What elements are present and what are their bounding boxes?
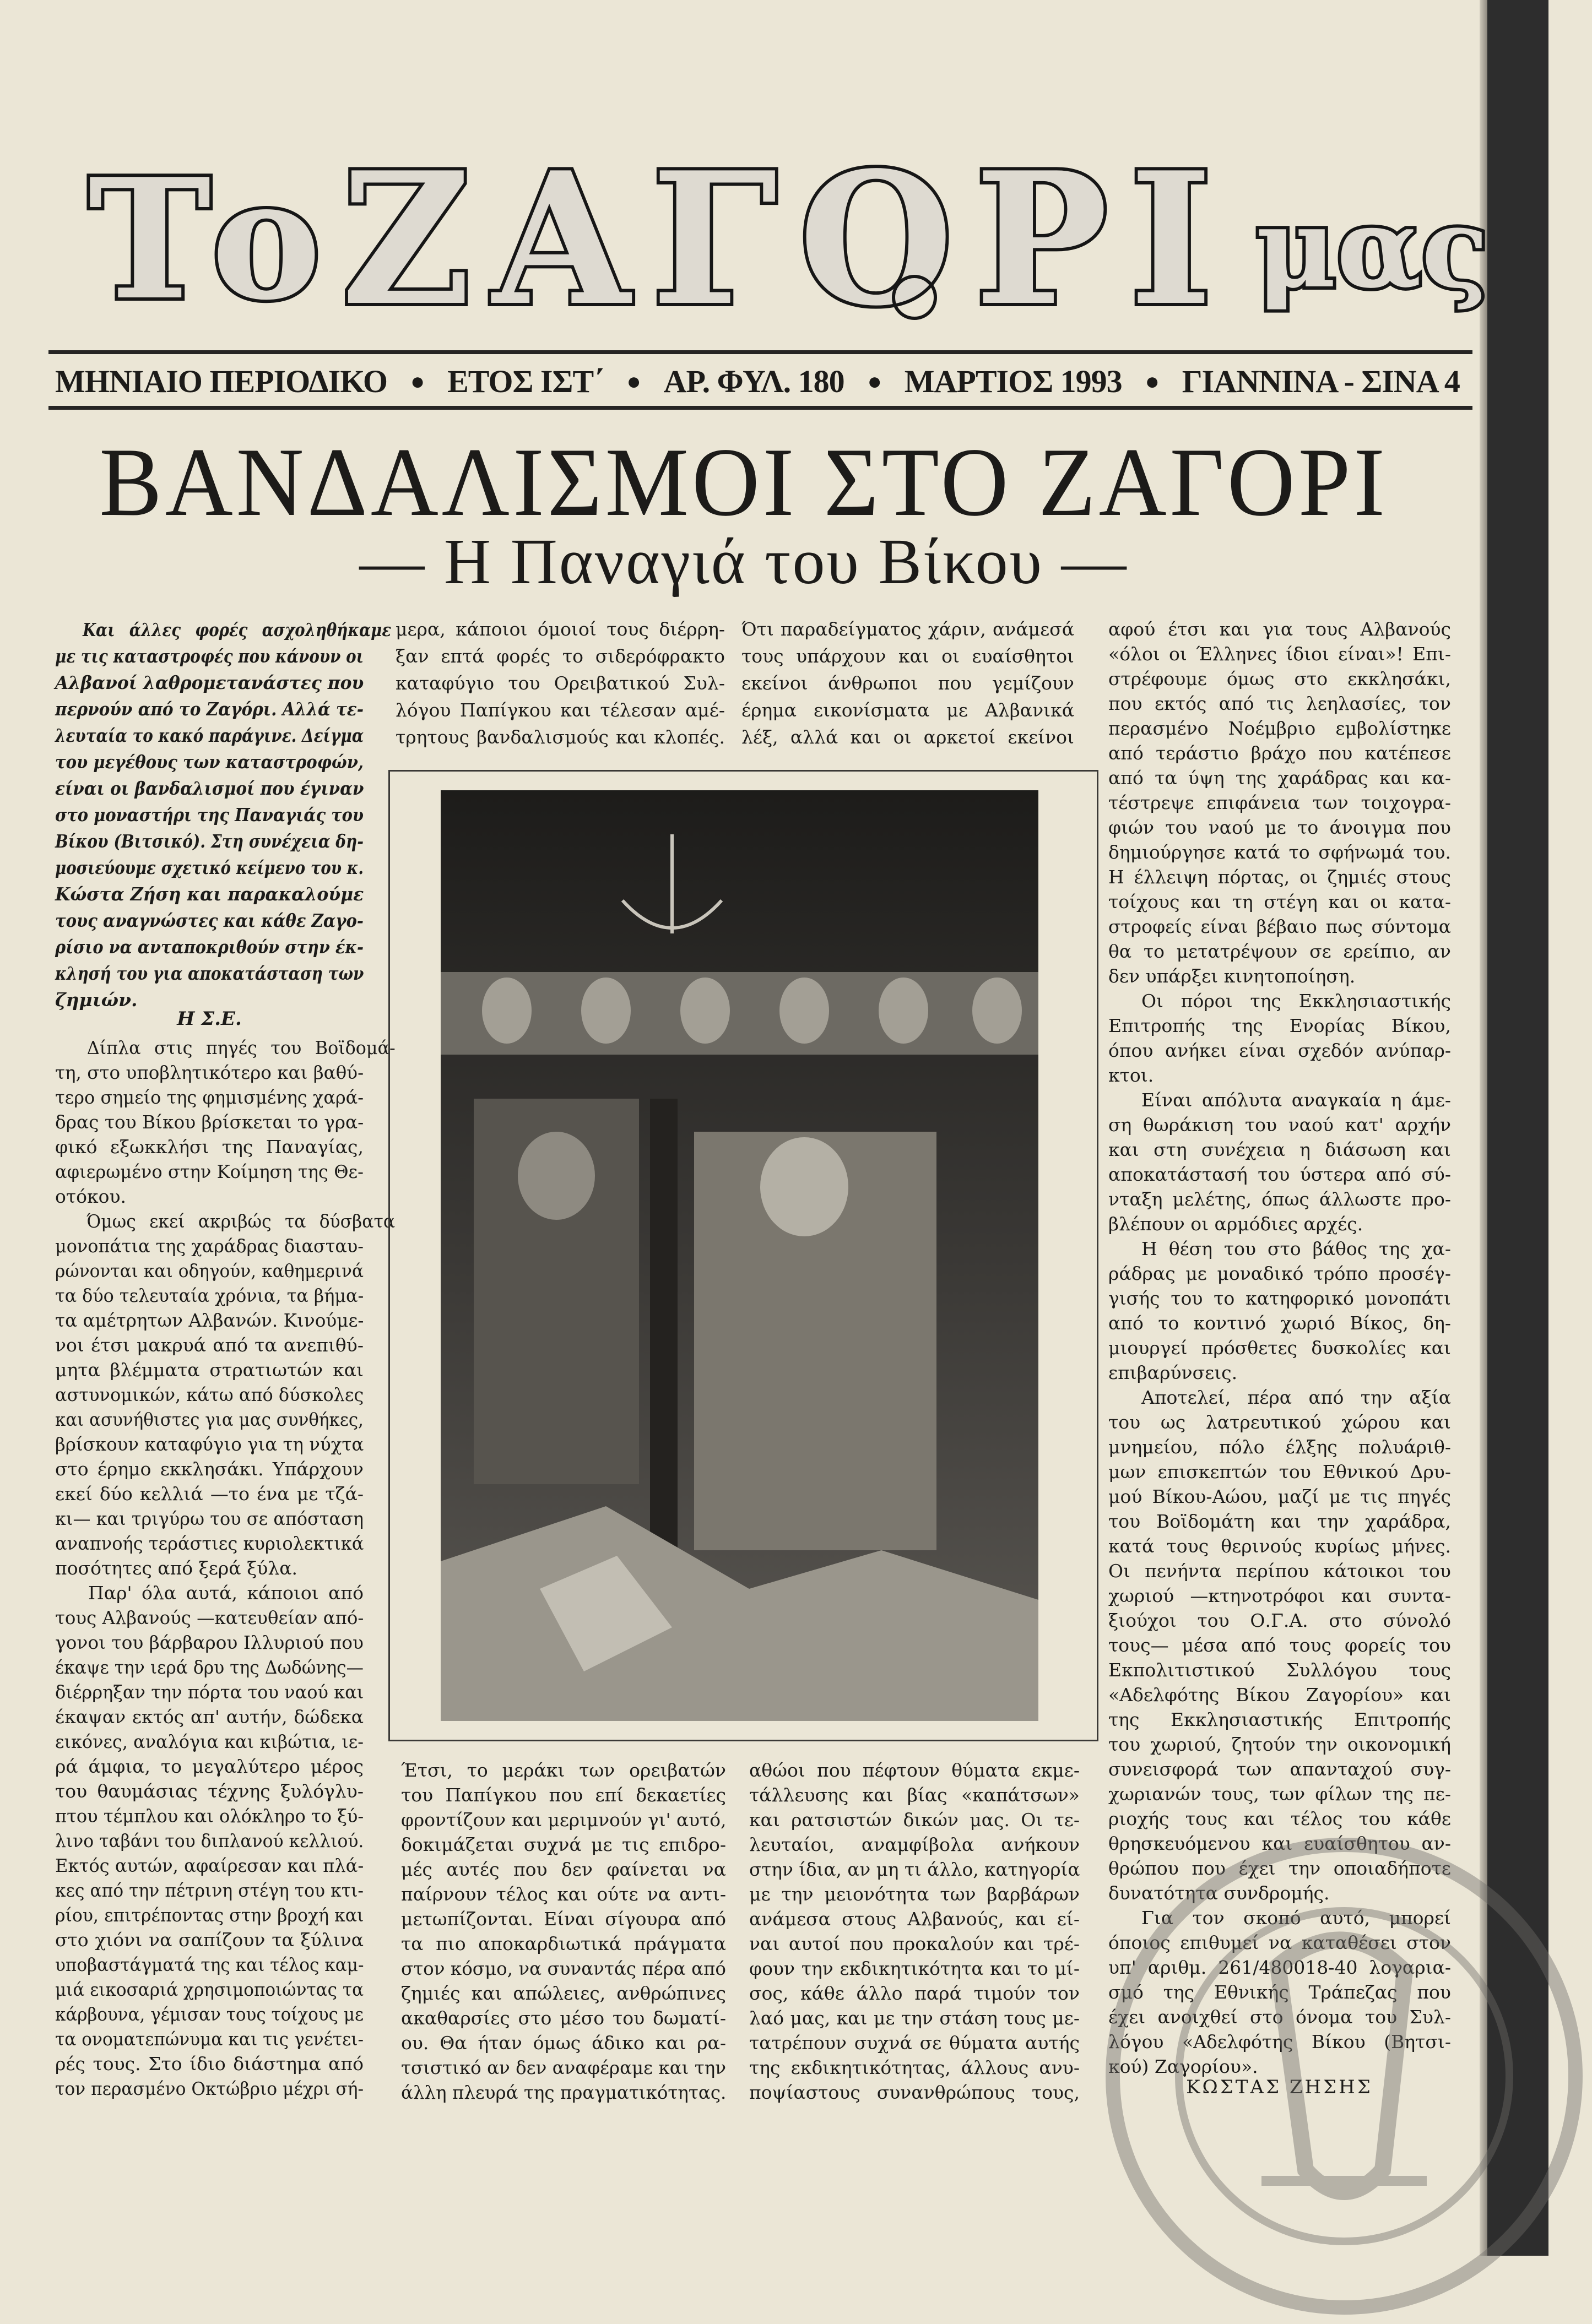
text-line: αστυνομικών, κάτω από δύσκολες: [55, 1384, 364, 1405]
text-line: Οι πενήντα περίπου κάτοικοι του: [1108, 1560, 1451, 1582]
text-line: ρώνονται και οδηγούν, καθημερινά: [55, 1260, 364, 1282]
text-line: και ρατσιστών δικών μας. Οι τε-: [749, 1809, 1080, 1831]
text-line: ποσότητες από ξερά ξύλα.: [55, 1557, 298, 1579]
text-line: λευταία το κακό παράγινε. Δείγμα: [55, 725, 364, 746]
text-line: χωριού —κτηνοτρόφοι και συντα-: [1108, 1585, 1451, 1606]
text-line: «όλοι οι Έλληνες ίδιοι είναι»! Επι-: [1108, 643, 1451, 665]
text-line: ου. Θα ήταν όμως άδικο και ρα-: [401, 2032, 726, 2054]
text-line: αφιερωμένο στην Κοίμηση της Θε-: [55, 1161, 364, 1182]
text-line: διέρρηξαν την πόρτα του ναού και: [55, 1681, 364, 1703]
text-line: Εκπολιτιστικού Συλλόγου τους: [1108, 1659, 1451, 1681]
text-line: δυνατότητα συνδρομής.: [1108, 1882, 1330, 1904]
text-line: θρησκευόμενου και ευαίσθητου αν-: [1108, 1833, 1451, 1854]
text-line: εκείνοι άνθρωποι που γεμίζουν: [741, 672, 1074, 694]
text-line: Παρ' όλα αυτά, κάποιοι από: [88, 1582, 364, 1604]
text-line: στο χιόνι να σαπίζουν τα ξύλινα: [55, 1929, 364, 1951]
text-line: και ασυνήθιστες για μας συνθήκες,: [55, 1409, 364, 1430]
text-line: δημιούργησε κατά το σφήνωμά του.: [1108, 841, 1451, 863]
text-line: Εκτός αυτών, αφαίρεσαν και πλά-: [55, 1855, 364, 1876]
text-line: ρά άμφια, το μεγαλύτερο μέρος: [55, 1756, 364, 1777]
text-line: λαό μας, και με την στάση τους με-: [749, 2007, 1080, 2029]
text-line: φουν την εκδικητικότητα και το μί-: [749, 1958, 1080, 1979]
info-place: ΓΙΑΝΝΙΝΑ - ΣΙΝΑ 4: [1182, 363, 1460, 399]
info-date: ΜΑΡΤΙΟΣ 1993: [904, 363, 1122, 399]
text-line: αθώοι που πέφτουν θύματα εκμε-: [749, 1760, 1080, 1781]
column-1: [55, 1035, 396, 2101]
text-line: από τεράστιο βράχο που κατέπεσε: [1108, 742, 1451, 764]
text-line: μού Βίκου-Αώου, μαζί με τις πηγές: [1108, 1486, 1451, 1507]
text-line: μές αυτές που δεν φαίνεται να: [401, 1859, 726, 1880]
text-line: γισής του το κατηφορικό μονοπάτι: [1108, 1288, 1451, 1309]
text-line: τα πιο αποκαρδιωτικά πράγματα: [401, 1933, 726, 1954]
column-3-bottom: [749, 1758, 1080, 2105]
author-signature: ΚΩΣΤΑΣ ΖΗΣΗΣ: [1186, 2076, 1373, 2098]
text-line: περνούν από το Ζαγόρι. Αλλά τε-: [55, 698, 364, 720]
info-issue-number: ΑΡ. ΦΥΛ. 180: [663, 363, 844, 399]
text-line: τατρέπουν συχνά σε θύματα αυτής: [749, 2032, 1080, 2054]
text-line: τους υπάρχουν και οι ευαίσθητοι: [741, 645, 1074, 667]
text-line: του μεγέθους των καταστροφών,: [55, 751, 364, 773]
binding-edge: [1480, 0, 1487, 2256]
text-line: με την μειονότητα των βαρβάρων: [749, 1883, 1080, 1905]
text-line: από το κοντινό χωριό Βίκος, δη-: [1108, 1312, 1451, 1334]
text-line: αναπνοής τεράστιες κυριολεκτικά: [55, 1533, 364, 1554]
info-year: ΕΤΟΣ ΙΣΤ΄: [447, 363, 604, 399]
text-line: καταφύγιο του Ορειβατικού Συλ-: [396, 672, 725, 694]
text-line: του Παπίγκου που επί δεκαετίες: [401, 1784, 726, 1806]
text-line: Αποτελεί, πέρα από την αξία: [1141, 1387, 1451, 1408]
intro-signature: Η Σ.Ε.: [177, 1008, 242, 1030]
text-line: στον κόσμο, να συναντάς πέρα από: [401, 1958, 726, 1979]
bullet-icon: ●: [867, 368, 881, 395]
text-line: στο έρημο εκκλησάκι. Υπάρχουν: [55, 1458, 364, 1480]
column-3-top: [741, 616, 1074, 751]
text-line: από τα ύψη της χαράδρας και κα-: [1108, 767, 1451, 789]
text-line: αφού έτσι και για τους Αλβανούς: [1108, 618, 1451, 640]
text-line: έκαψαν εκτός απ' αυτήν, δώδεκα: [55, 1706, 364, 1728]
text-line: μερα, κάποιοι όμοιοί τους διέρρη-: [396, 618, 725, 640]
text-line: ζημιών.: [55, 989, 138, 1011]
text-line: ζημιές και απώλειες, ανθρώπινες: [401, 1983, 726, 2004]
text-line: συνεισφορά των απανταχού συγ-: [1108, 1758, 1451, 1780]
intro-box: [55, 617, 392, 1013]
text-line: Επιτροπής της Ενορίας Βίκου,: [1108, 1015, 1451, 1036]
text-line: ανάμεσα στους Αλβανούς, και εί-: [749, 1908, 1080, 1930]
text-line: νοι έτσι μακρυά από τα ανεπιθύ-: [55, 1334, 364, 1356]
text-line: είναι οι βανδαλισμοί που έγιναν: [55, 778, 364, 799]
text-line: τάλλευσης και βίας «καπάτσων»: [749, 1784, 1080, 1806]
text-line: άλλη πλευρά της πραγματικότητας.: [401, 2082, 727, 2103]
text-line: ση θωράκιση του ναού κατ' αρχήν: [1108, 1114, 1451, 1136]
text-line: λινο ταβάνι του διπλανού κελλιού.: [55, 1830, 364, 1851]
text-line: τέστρεψε επιφάνεια των τοιχογρα-: [1108, 792, 1451, 813]
text-line: Βίκου (Βιτσικό). Στη συνέχεια δη-: [55, 830, 364, 852]
text-line: που εκτός από τις λεηλασίες, τον: [1108, 693, 1451, 714]
text-line: μνημείου, πόλο έλξης πολυάριθ-: [1108, 1436, 1451, 1458]
text-line: δοκιμάζεται συχνά με τις επιδρο-: [401, 1834, 726, 1855]
text-line: στην ίδια, αν μη τι άλλο, κατηγορία: [749, 1859, 1080, 1880]
text-line: της Εκκλησιαστικής Επιτροπής: [1108, 1709, 1451, 1730]
bullet-icon: ●: [626, 368, 641, 395]
text-line: «Αδελφότης Βίκου Ζαγορίου» και: [1108, 1684, 1451, 1706]
text-line: μιουργεί πρόσθετες δυσκολίες και: [1108, 1337, 1451, 1359]
text-line: Ότι παραδείγματος χάριν, ανάμεσά: [741, 618, 1074, 640]
text-line: Κώστα Ζήση και παρακαλούμε: [55, 883, 364, 905]
text-line: στρέφουμε όμως στο εκκλησάκι,: [1108, 668, 1451, 689]
masthead-article: Το: [88, 142, 322, 336]
text-line: με τις καταστροφές που κάνουν οι: [55, 645, 364, 667]
text-line: Είναι απόλυτα αναγκαία η άμε-: [1141, 1089, 1451, 1111]
text-line: τοίχους και τη στέγη και οι κατα-: [1108, 891, 1451, 913]
binder-strip: [1487, 0, 1548, 2256]
masthead-possessive: μας: [1256, 183, 1489, 313]
text-line: του ως λατρευτικού χώρου και: [1108, 1411, 1451, 1433]
text-line: Και άλλες φορές ασχοληθήκαμε: [83, 619, 392, 640]
text-line: στο μοναστήρι της Παναγιάς του: [55, 804, 364, 826]
text-line: Όμως εκεί ακριβώς τα δύσβατα: [86, 1210, 396, 1232]
text-line: ναι αυτοί που προκαλούν και τρέ-: [749, 1933, 1080, 1954]
text-line: Έτσι, το μεράκι των ορειβατών: [401, 1760, 726, 1781]
text-line: γονοι του βάρβαρου Ιλλυριού που: [55, 1632, 364, 1653]
text-line: παίρνουν τέλος και ούτε να αντι-: [401, 1883, 726, 1905]
text-line: μιά εικοσαριά χρησιμοποιώντας τα: [55, 1979, 364, 2000]
text-line: κες από την πέτρινη στέγη του κτι-: [55, 1880, 364, 1901]
text-line: βλέπουν οι αρμόδιες αρχές.: [1108, 1213, 1363, 1235]
text-line: του Βοϊδομάτη και την χαράδρα,: [1108, 1511, 1451, 1532]
column-2-bottom: [401, 1758, 726, 2105]
paragraph: [741, 616, 1074, 751]
column-2-top: [396, 616, 725, 751]
text-line: ριοχής τους και τέλος του κάθε: [1108, 1808, 1451, 1829]
text-line: τσιστικό αν δεν αναφέραμε και την: [401, 2057, 726, 2078]
paragraph: [1108, 617, 1451, 989]
text-line: ακαθαρσίες στο μέσο του δωματί-: [401, 2007, 726, 2029]
text-line: αποκατάστασή του ύστερα από σύ-: [1108, 1164, 1451, 1185]
text-line: ξαν επτά φορές το σιδερόφρακτο: [396, 645, 725, 667]
text-line: σμό της Εθνικής Τράπεζας που: [1108, 1981, 1451, 2003]
text-line: λευταίοι, αναμφίβολα ανήκουν: [749, 1834, 1080, 1855]
text-line: Για τον σκοπό αυτό, μπορεί: [1141, 1907, 1451, 1929]
header-rule-bottom: [48, 406, 1472, 410]
text-line: τους αναγνώστες και κάθε Ζαγο-: [55, 910, 364, 931]
text-line: τον περασμένο Οκτώβριο μέχρι σή-: [55, 2078, 364, 2099]
text-line: Δίπλα στις πηγές του Βοϊδομά-: [86, 1037, 396, 1058]
text-line: τους Αλβανούς —κατευθείαν από-: [55, 1607, 364, 1628]
paragraph: [55, 617, 392, 1013]
text-line: του χωριού, ζητούν την οικονομική: [1108, 1734, 1451, 1755]
text-line: τερο σημείο της φημισμένης χαρά-: [55, 1087, 364, 1108]
bullet-icon: ●: [410, 368, 425, 395]
text-line: ρίσιο να ανταποκριθούν στην έκ-: [55, 936, 364, 958]
paragraph: [1108, 1905, 1451, 2079]
text-line: βρίσκουν καταφύγιο για τη νύχτα: [55, 1434, 364, 1455]
text-line: φροντίζουν και μεριμνούν γι' αυτό,: [401, 1809, 727, 1831]
text-line: τους— μέσα από τους φορείς του: [1108, 1635, 1451, 1656]
text-line: ράδρας με μοναδικό τρόπο προσέγ-: [1108, 1263, 1451, 1284]
text-line: ρές τους. Στο ίδιο διάστημα από: [55, 2053, 364, 2075]
text-line: του θαυμάσιας τέχνης ξυλόγλυ-: [55, 1780, 364, 1802]
paragraph: [749, 1758, 1080, 2105]
issue-info-line: [55, 358, 1460, 405]
text-line: Η θέση του στο βάθος της χα-: [1141, 1238, 1451, 1259]
paragraph: [55, 1209, 396, 1581]
text-line: εικόνες, αναλόγια και κιβώτια, ιε-: [55, 1731, 364, 1752]
text-line: δεν υπάρξει κινητοποίηση.: [1108, 965, 1356, 987]
text-line: μητα βλέμματα στρατιωτών και: [55, 1359, 364, 1381]
text-line: της εκδικητικότητας, άλλους ανυ-: [749, 2057, 1080, 2078]
bullet-icon: ●: [1145, 368, 1159, 395]
text-line: Η έλλειψη πόρτας, οι ζημιές στους: [1108, 866, 1451, 888]
header-rule-top: [48, 350, 1472, 354]
text-line: μετωπίζονται. Είναι σίγουρα από: [401, 1908, 726, 1930]
church-interior-photo: [441, 790, 1038, 1721]
text-line: και στη συνέχεια η διάσωση και: [1108, 1139, 1451, 1160]
paragraph: [1108, 1236, 1451, 1385]
text-line: κλησή του για αποκατάσταση των: [55, 963, 364, 984]
text-line: οτόκου.: [55, 1186, 127, 1207]
text-line: κτοι.: [1108, 1065, 1154, 1086]
text-line: εκεί δύο κελλιά —το ένα με τζά-: [55, 1483, 364, 1505]
text-line: νταξη μελέτης, όπως άλλωστε προ-: [1108, 1188, 1451, 1210]
text-line: λέξ, αλλά και οι αρκετοί εκείνοι: [741, 726, 1074, 748]
text-line: υπ' αριθμ. 261/480018-40 λογαρια-: [1108, 1957, 1451, 1978]
text-line: ξιούχοι του Ο.Γ.Α. στο σύνολό: [1108, 1610, 1451, 1631]
icon-halo: [760, 1137, 848, 1236]
text-line: κού) Ζαγορίου».: [1108, 2056, 1258, 2077]
paragraph: [1108, 1088, 1451, 1236]
paragraph: [1108, 1385, 1451, 1905]
text-line: Οι πόροι της Εκκλησιαστικής: [1141, 990, 1451, 1012]
text-line: φιών του ναού με το άνοιγμα που: [1108, 817, 1451, 838]
text-line: έκαψε την ιερά δρυ της Δωδώνης—: [55, 1657, 364, 1678]
paragraph: [401, 1758, 726, 2105]
paragraph: [396, 616, 725, 751]
text-line: λόγου «Αδελφότης Βίκου (Βητσι-: [1108, 2031, 1451, 2052]
column-4: [1108, 617, 1451, 2079]
text-line: επιβαρύνσεις.: [1108, 1362, 1238, 1383]
text-line: σος, κάθε άλλο παρά τιμούν τον: [749, 1983, 1080, 2004]
text-line: μων επισκεπτών του Εθνικού Δρυ-: [1108, 1461, 1451, 1483]
paragraph: [1108, 989, 1451, 1088]
text-line: ποψίαστους συνανθρώπους τους,: [749, 2082, 1080, 2103]
text-line: τρητους βανδαλισμούς και κλοπές.: [396, 726, 725, 748]
text-line: λόγου Παπίγκου και τέλεσαν αμέ-: [396, 699, 725, 721]
text-line: τα δύο τελευταία χρόνια, τα βήμα-: [55, 1285, 364, 1306]
article-subtitle: — Η Παναγιά του Βίκου —: [359, 525, 1128, 598]
text-line: τη, στο υποβλητικότερο και βαθύ-: [55, 1062, 364, 1083]
text-line: όποιος επιθυμεί να καταθέσει στον: [1108, 1932, 1451, 1953]
info-periodical: ΜΗΝΙΑΙΟ ΠΕΡΙΟΔΙΚΟ: [55, 363, 387, 399]
paragraph: [55, 1035, 396, 1209]
text-line: κατά τους θερινούς κυρίως μήνες.: [1108, 1535, 1451, 1557]
text-line: έρημα εικονίσματα με Αλβανικά: [741, 699, 1074, 721]
text-line: περασμένο Νοέμβριο εμβολίστηκε: [1108, 718, 1451, 739]
text-line: όπου ανήκει είναι σχεδόν ανύπαρ-: [1108, 1040, 1451, 1061]
fresco-halo: [518, 1132, 595, 1220]
text-line: έχει ανοιχθεί στο όνομα του Συλ-: [1108, 2006, 1451, 2028]
text-line: δρας του Βίκου βρίσκεται το γρα-: [55, 1111, 364, 1133]
text-line: πτου τέμπλου και ολόκληρο το ξύ-: [55, 1805, 364, 1827]
text-line: τα ονοματεπώνυμα και τις γενέτει-: [55, 2028, 364, 2050]
text-line: ρίου, επιτρέποντας στην βροχή και: [55, 1904, 364, 1926]
text-line: φικό εξωκκλήσι της Παναγίας,: [55, 1136, 364, 1158]
text-line: μοσιεύουμε σχετικό κείμενο του κ.: [55, 857, 364, 878]
text-line: τα αμέτρητων Αλβανών. Κινούμε-: [55, 1310, 364, 1331]
text-line: χωριανών τους, των φίλων της πε-: [1108, 1783, 1451, 1805]
text-line: θα το μετατρέψουν σε ερείπιο, αν: [1108, 941, 1451, 962]
text-line: στροφείς είναι βέβαιο πως σύντομα: [1108, 916, 1451, 937]
text-line: θρώπου που έχει την οποιαδήποτε: [1108, 1858, 1451, 1879]
text-line: υποβαστάγματά της και τέλος καμ-: [55, 1954, 364, 1975]
paragraph: [55, 1581, 364, 2101]
article-title: ΒΑΝΔΑΛΙΣΜΟΙ ΣΤΟ ΖΑΓΟΡΙ: [99, 427, 1388, 536]
text-line: μονοπάτια της χαράδρας διασταυ-: [55, 1235, 364, 1257]
text-line: κι— και τριγύρω του σε απόσταση: [55, 1508, 364, 1529]
text-line: Αλβανοί λαθρομετανάστες που: [55, 672, 364, 693]
masthead-logo: [66, 116, 1489, 346]
masthead-name: ΖΑΓΟΡΙ: [342, 132, 1234, 346]
text-line: κάρβουνα, γέμισαν τους τοίχους με: [55, 2003, 364, 2025]
